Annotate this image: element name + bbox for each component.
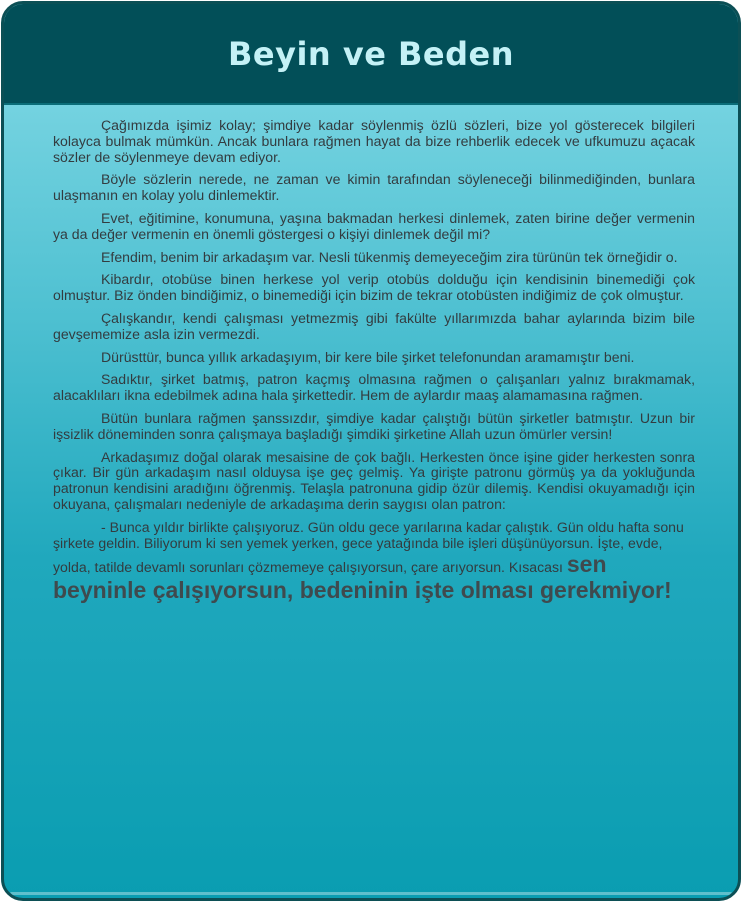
paragraph: Çağımızda işimiz kolay; şimdiye kadar söylenmiş özlü sözleri, bize yol gösterecek bilgileri kolayca bulmak mümkün. Ancak bunlara rağmen hayat da bize rehberlik edecek ve ufkumuzu açacak sözler de söylenmeye devam ediyor. <box>53 117 695 165</box>
article-card <box>1 1 741 901</box>
paragraph: Dürüsttür, bunca yıllık arkadaşıyım, bir kere bile şirket telefonundan aramamıştır beni. <box>101 348 635 365</box>
paragraph: Çalışkandır, kendi çalışması yetmezmiş gibi fakülte yıllarımızda bahar aylarında bizim bile gevşememize asla izin vermezdi. <box>53 309 695 342</box>
paragraph: Kibardır, otobüse binen herkese yol verip otobüs dolduğu için kendisinin binemediği çok olmuştur. Biz önden bindiğimiz, o binemediği için bizim de tekrar otobüsten indiğimiz de çok olmuştur. <box>53 271 695 304</box>
final-paragraph <box>53 520 695 604</box>
article-title: Beyin ve Beden <box>227 34 515 73</box>
article-header <box>4 4 738 105</box>
final-paragraph-text: - Bunca yıldır birlikte çalışıyoruz. Gün oldu gece yarılarına kadar çalıştık. Gün oldu hafta sonu şirkete geldin. Biliyorum ki sen yemek yerken, gece yatağında bile işleri düşünüyorsun. İşte, evde, yolda, tatilde devamlı sorunları çözmemeye çalışıyorsun, çare arıyorsun. Kısacası <box>53 518 684 576</box>
paragraph: Bütün bunlara rağmen şanssızdır, şimdiye kadar çalıştığı bütün şirketler batmıştır. Uzun bir işsizlik döneminden sonra çalışmaya başladığı şimdiki şirketine Allah uzun ömürler versin! <box>53 409 695 442</box>
paragraph: Böyle sözlerin nerede, ne zaman ve kimin tarafından söyleneceği bilinmediğinden, bunlara ulaşmanın en kolay yolu dinlemektir. <box>53 171 695 204</box>
card-bottom-highlight <box>10 892 732 895</box>
paragraph: Arkadaşımız doğal olarak mesaisine de çok bağlı. Herkesten önce işine gider herkesten sonra çıkar. Bir gün arkadaşım nasıl olduysa işe geç gelmiş. Ya girişte patronu görmüş ya da yokluğunda patronun kendisini aradığını öğrenmiş. Telaşla patronuna gidip özür dilemiş. Kendisi okuyamadığı için okuyana, çalışmaları nedeniyle de arkadaşıma derin saygısı olan patron: <box>53 448 695 512</box>
paragraph: Evet, eğitimine, konumuna, yaşına bakmadan herkesi dinlemek, zaten birine değer vermenin ya da değer vermenin en önemli göstergesi o kişiyi dinlemek değil mi? <box>53 209 695 242</box>
article-body <box>53 118 695 610</box>
paragraph: Sadıktır, şirket batmış, patron kaçmış olmasına rağmen o çalışanları yalnız bırakmamak, alacaklıları ikna edebilmek adına hala şirkettedir. Hem de aylardır maaş alamamasına rağmen. <box>53 371 695 404</box>
paragraph: Efendim, benim bir arkadaşım var. Nesli tükenmiş demeyeceğim zira türünün tek örneğidir o. <box>101 248 678 265</box>
emphasis-text: sen beyninle çalışıyorsun, bedeninin işte olması gerekmiyor! <box>53 551 672 604</box>
